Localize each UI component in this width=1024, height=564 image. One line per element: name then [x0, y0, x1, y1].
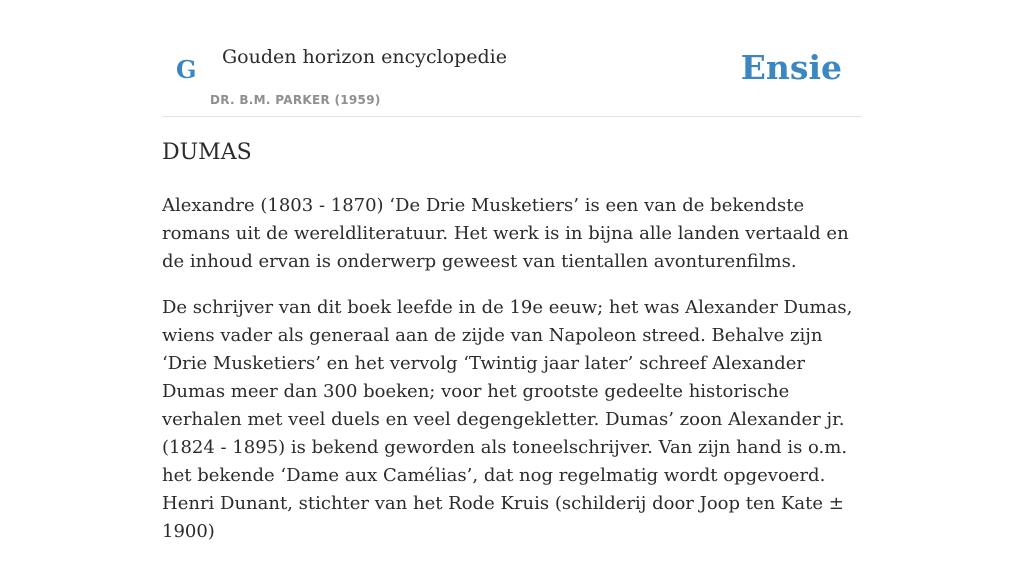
- page-header: [162, 0, 862, 117]
- book-initial-logo[interactable]: G: [176, 55, 197, 84]
- book-author: DR. B.M. PARKER (1959): [210, 93, 381, 107]
- ensie-logo-link[interactable]: Ensie: [740, 48, 842, 87]
- entry-paragraph: Alexandre (1803 - 1870) ‘De Drie Musketiers’ is een van de bekendste romans uit de wereldliteratuur. Het werk is in bijna alle landen vertaald en de inhoud ervan is onderwerp geweest van tientallen avonturenfilms.: [162, 195, 849, 272]
- entry-body: [162, 192, 862, 564]
- entry-title: DUMAS: [162, 140, 252, 165]
- book-title-link[interactable]: Gouden horizon encyclopedie: [222, 46, 507, 68]
- entry-paragraph: De schrijver van dit boek leefde in de 19e eeuw; het was Alexander Dumas, wiens vader als generaal aan de zijde van Napoleon streed. Behalve zijn ‘Drie Musketiers’ en het vervolg ‘Twintig jaar later’ schreef Alexander Dumas meer dan 300 boeken; voor het grootste gedeelte historische verhalen met veel duels en veel degengekletter. Dumas’ zoon Alexander jr. (1824 - 1895) is bekend geworden als toneelschrijver. Van zijn hand is o.m. het bekende ‘Dame aux Camélias’, dat nog regelmatig wordt opgevoerd. Henri Dunant, stichter van het Rode Kruis (schilderij door Joop ten Kate ± 1900): [162, 297, 853, 542]
